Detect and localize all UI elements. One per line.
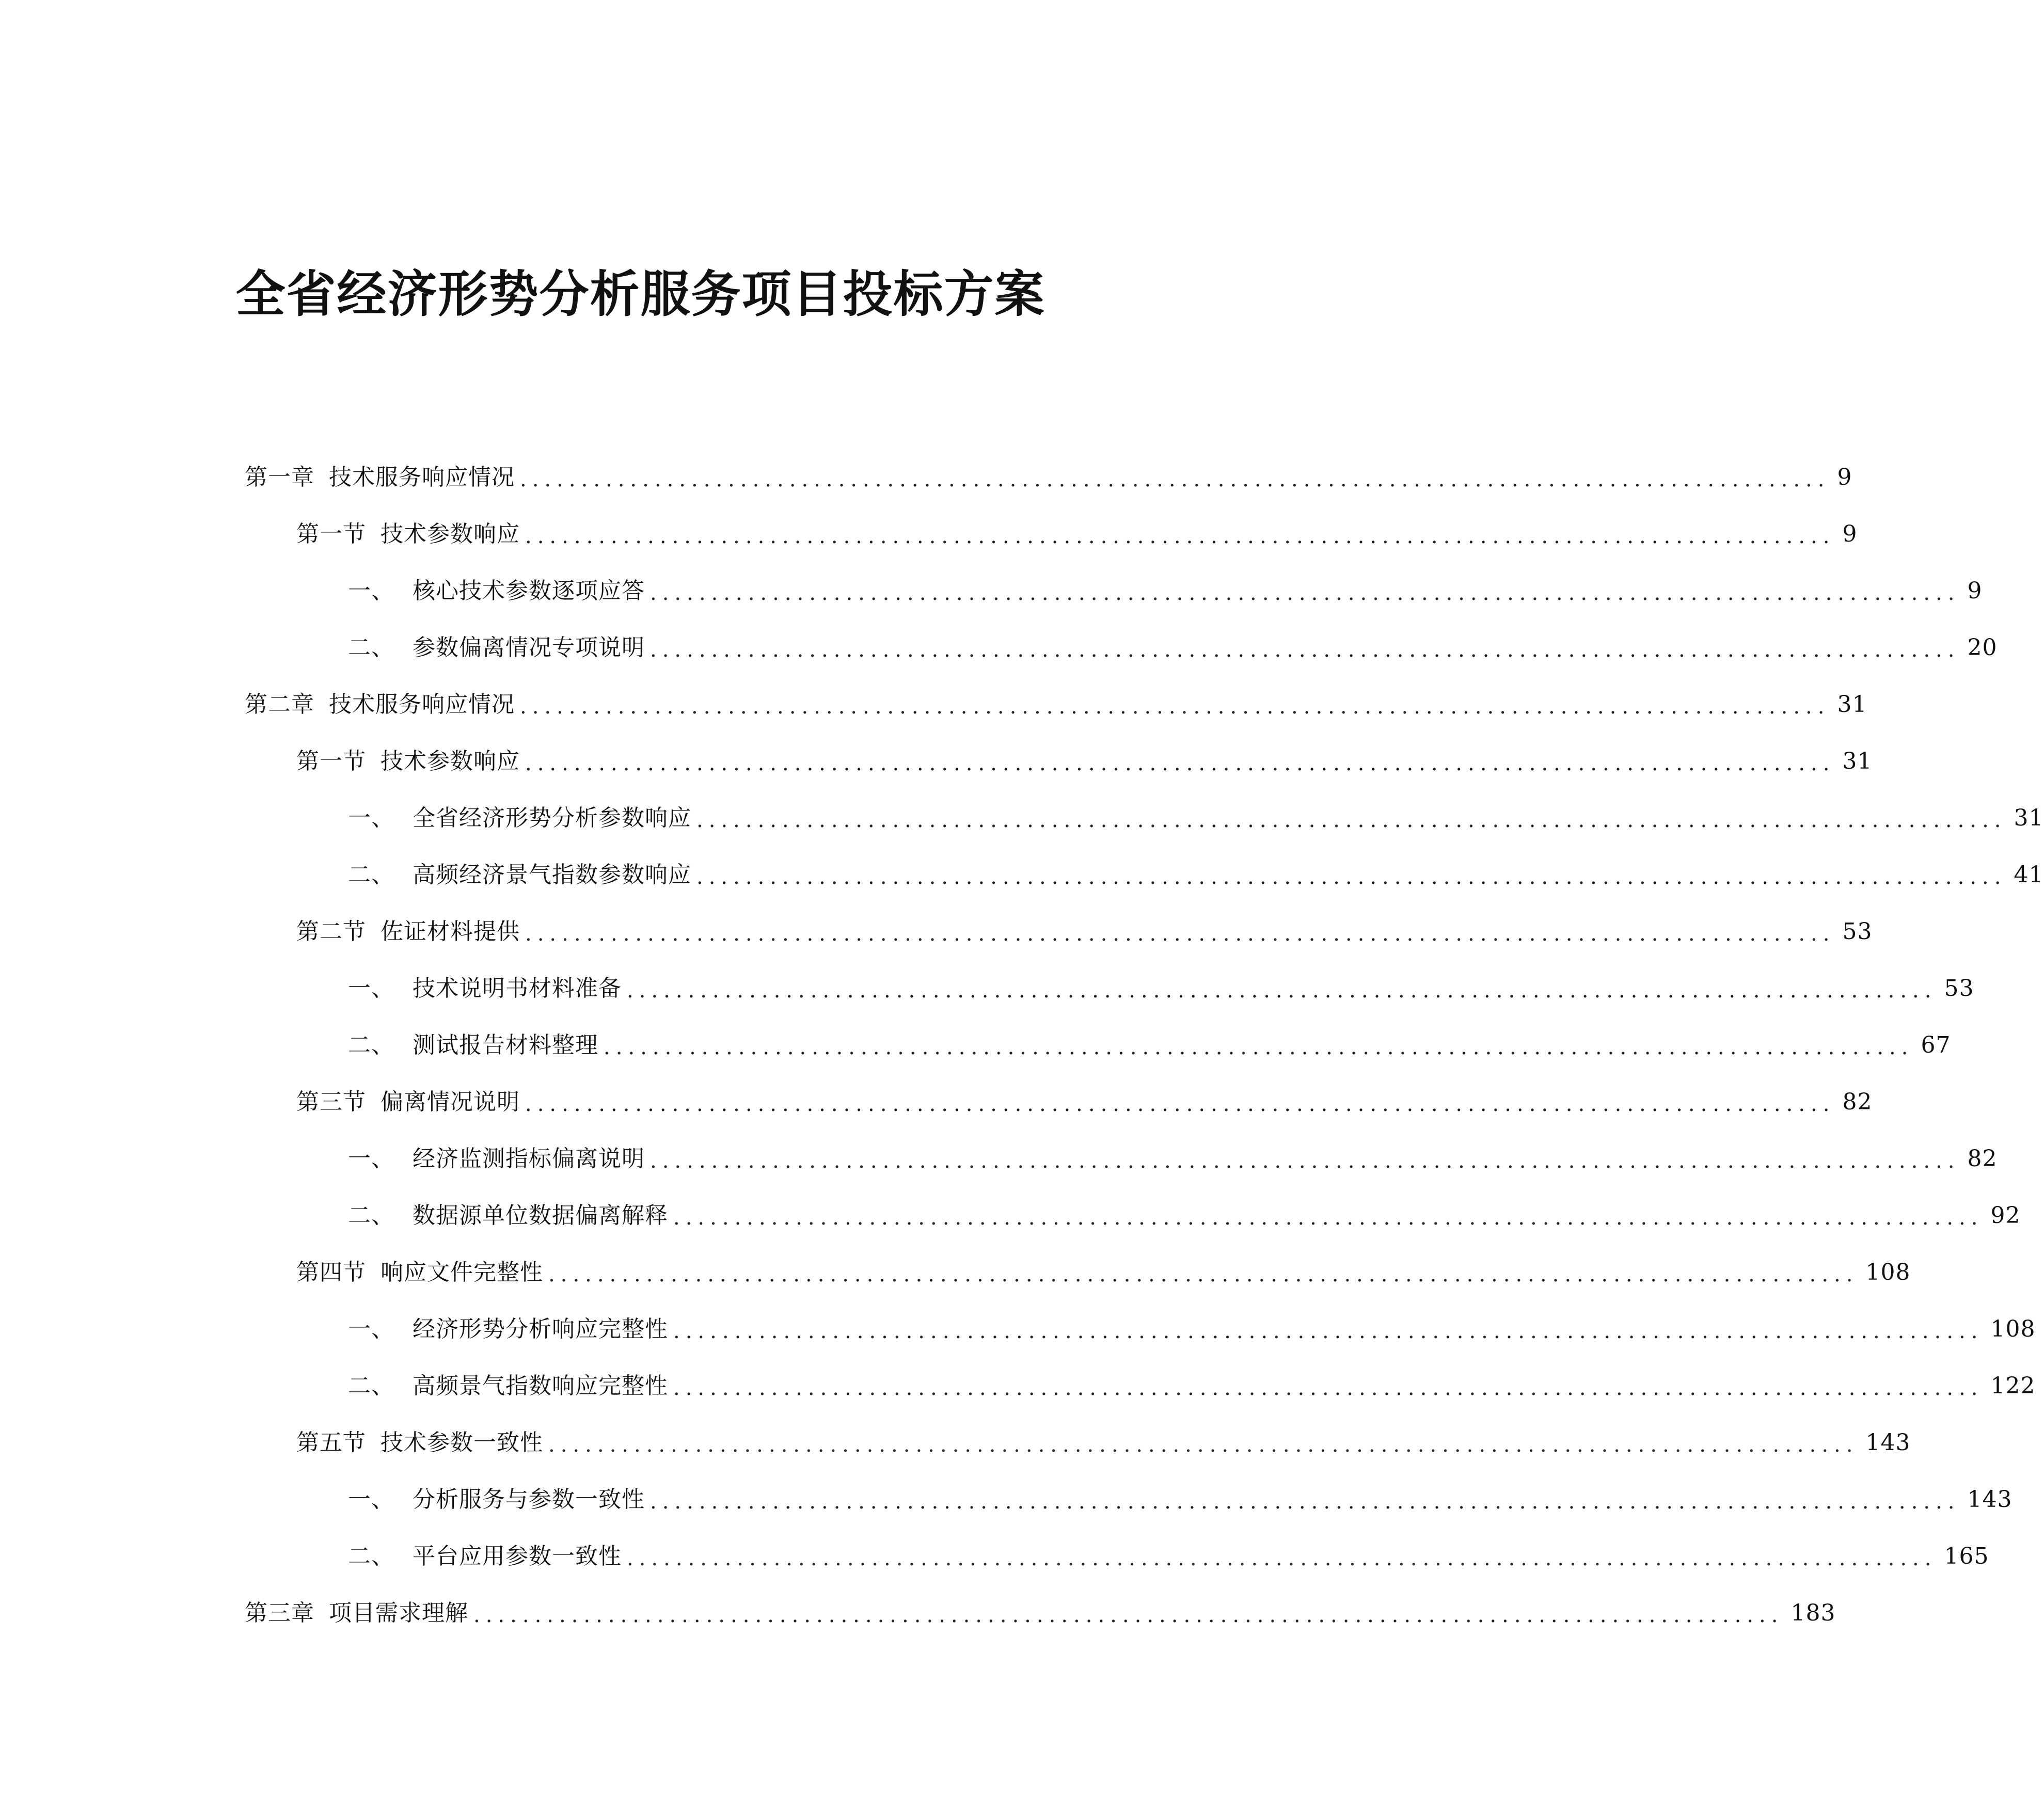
toc-entry-title: 分析服务与参数一致性 [413,1486,645,1513]
toc-entry-page: 31 [1837,691,1867,718]
toc-entry-title: 经济监测指标偏离说明 [413,1146,645,1172]
toc-entry[interactable] [0,1585,1836,1642]
toc-dot-leader: ........................................................................................................... [673,1206,1984,1230]
toc-entry-page: 41 [2014,862,2044,888]
toc-entry-page: 108 [1865,1259,1911,1285]
toc-entry[interactable] [0,619,1998,676]
toc-dot-leader: ........................................................................................................... [650,1490,1960,1514]
toc-entry[interactable] [0,1358,2036,1415]
document-title: 全省经济形势分析服务项目投标方案 [235,265,1045,323]
toc-entry-page: 31 [2014,805,2044,831]
toc-entry[interactable] [0,1017,1951,1074]
toc-dot-leader: ........................................................................................................... [520,695,1830,719]
toc-dot-leader: ........................................................................................................... [650,581,1960,605]
toc-entry-number: 二、 [348,1202,394,1229]
toc-entry-page: 143 [1967,1486,2013,1513]
toc-entry-number: 第三章 [245,1600,314,1626]
toc-entry-number: 二、 [348,634,394,661]
toc-dot-leader: ........................................................................................................... [696,808,2007,832]
toc-dot-leader: ........................................................................................................... [650,1149,1960,1173]
toc-entry-title: 参数偏离情况专项说明 [413,634,645,661]
toc-entry[interactable] [0,449,1852,506]
toc-dot-leader: ........................................................................................................... [673,1320,1984,1343]
toc-entry-title: 响应文件完整性 [381,1259,543,1285]
toc-entry[interactable] [0,1187,2021,1244]
toc-entry-page: 67 [1921,1032,1951,1058]
toc-entry-title: 技术参数响应 [381,748,520,774]
toc-entry-page: 9 [1837,464,1852,490]
toc-entry-title: 全省经济形势分析参数响应 [413,805,691,831]
toc-entry-page: 31 [1842,748,1873,774]
toc-entry-title: 经济形势分析响应完整性 [413,1316,668,1342]
toc-entry-page: 53 [1944,975,1974,1002]
toc-entry-title: 技术服务响应情况 [329,464,515,490]
toc-entry-number: 一、 [348,578,394,604]
toc-dot-leader: ........................................................................................................... [548,1263,1859,1286]
toc-entry-number: 二、 [348,1032,394,1058]
toc-entry-title: 平台应用参数一致性 [413,1543,622,1569]
toc-entry[interactable] [0,1415,1911,1471]
toc-entry-page: 165 [1944,1543,1989,1569]
toc-dot-leader: ........................................................................................................... [520,468,1830,491]
toc-entry[interactable] [0,847,2044,903]
toc-entry-page: 183 [1791,1600,1836,1626]
toc-entry[interactable] [0,790,2044,847]
toc-entry-title: 技术参数响应 [381,521,520,547]
toc-entry[interactable] [0,1471,2013,1528]
toc-dot-leader: ........................................................................................................... [650,638,1960,662]
toc-entry-title: 高频景气指数响应完整性 [413,1373,668,1399]
toc-entry-title: 偏离情况说明 [381,1089,520,1115]
toc-entry[interactable] [0,506,1858,563]
toc-entry-title: 数据源单位数据偏离解释 [413,1202,668,1229]
toc-entry-page: 82 [1967,1146,1998,1172]
toc-entry[interactable] [0,733,1873,790]
toc-entry-number: 一、 [348,1486,394,1513]
toc-entry-number: 一、 [348,805,394,831]
toc-entry-number: 二、 [348,1543,394,1569]
toc-entry-number: 一、 [348,1316,394,1342]
toc-entry[interactable] [0,903,1873,960]
toc-entry-number: 第四节 [296,1259,366,1285]
toc-dot-leader: ........................................................................................................... [696,865,2007,889]
toc-dot-leader: ........................................................................................................... [673,1376,1984,1400]
toc-entry[interactable] [0,1244,1911,1301]
toc-dot-leader: ........................................................................................................... [627,979,1937,1003]
table-of-contents [0,449,2044,1642]
toc-entry[interactable] [0,960,1974,1017]
toc-entry-number: 第一章 [245,464,314,490]
toc-entry-number: 二、 [348,862,394,888]
toc-dot-leader: ........................................................................................................... [473,1603,1784,1627]
toc-entry-page: 9 [1842,521,1858,547]
toc-entry-number: 第一节 [296,521,366,547]
toc-entry-number: 一、 [348,1146,394,1172]
toc-entry[interactable] [0,676,1867,733]
toc-entry-title: 项目需求理解 [329,1600,468,1626]
toc-entry-page: 108 [1990,1316,2036,1342]
toc-entry-page: 9 [1967,578,1983,604]
toc-entry-number: 第二章 [245,691,314,718]
toc-dot-leader: ........................................................................................................... [525,525,1835,548]
toc-entry[interactable] [0,1301,2036,1358]
toc-entry-number: 二、 [348,1373,394,1399]
toc-entry-number: 第一节 [296,748,366,774]
toc-dot-leader: ........................................................................................................... [604,1036,1914,1059]
toc-entry-page: 122 [1990,1373,2036,1399]
toc-entry[interactable] [0,563,1983,619]
toc-entry-title: 技术服务响应情况 [329,691,515,718]
toc-dot-leader: ........................................................................................................... [525,922,1835,946]
toc-entry-page: 143 [1865,1429,1911,1456]
toc-entry-title: 佐证材料提供 [381,918,520,945]
toc-dot-leader: ........................................................................................................... [627,1547,1937,1570]
toc-entry-number: 一、 [348,975,394,1002]
toc-entry-number: 第三节 [296,1089,366,1115]
toc-entry[interactable] [0,1131,1998,1187]
toc-entry-title: 核心技术参数逐项应答 [413,578,645,604]
toc-entry-page: 53 [1842,918,1873,945]
toc-dot-leader: ........................................................................................................... [525,752,1835,775]
toc-entry-page: 92 [1990,1202,2021,1229]
toc-entry-title: 测试报告材料整理 [413,1032,598,1058]
toc-entry-title: 技术参数一致性 [381,1429,543,1456]
toc-entry[interactable] [0,1528,1989,1585]
toc-entry-number: 第二节 [296,918,366,945]
toc-dot-leader: ........................................................................................................... [548,1433,1859,1457]
toc-entry-page: 20 [1967,634,1998,661]
toc-entry-title: 技术说明书材料准备 [413,975,622,1002]
toc-entry-title: 高频经济景气指数参数响应 [413,862,691,888]
toc-entry-number: 第五节 [296,1429,366,1456]
toc-entry[interactable] [0,1074,1873,1131]
toc-entry-page: 82 [1842,1089,1873,1115]
toc-dot-leader: ........................................................................................................... [525,1092,1835,1116]
